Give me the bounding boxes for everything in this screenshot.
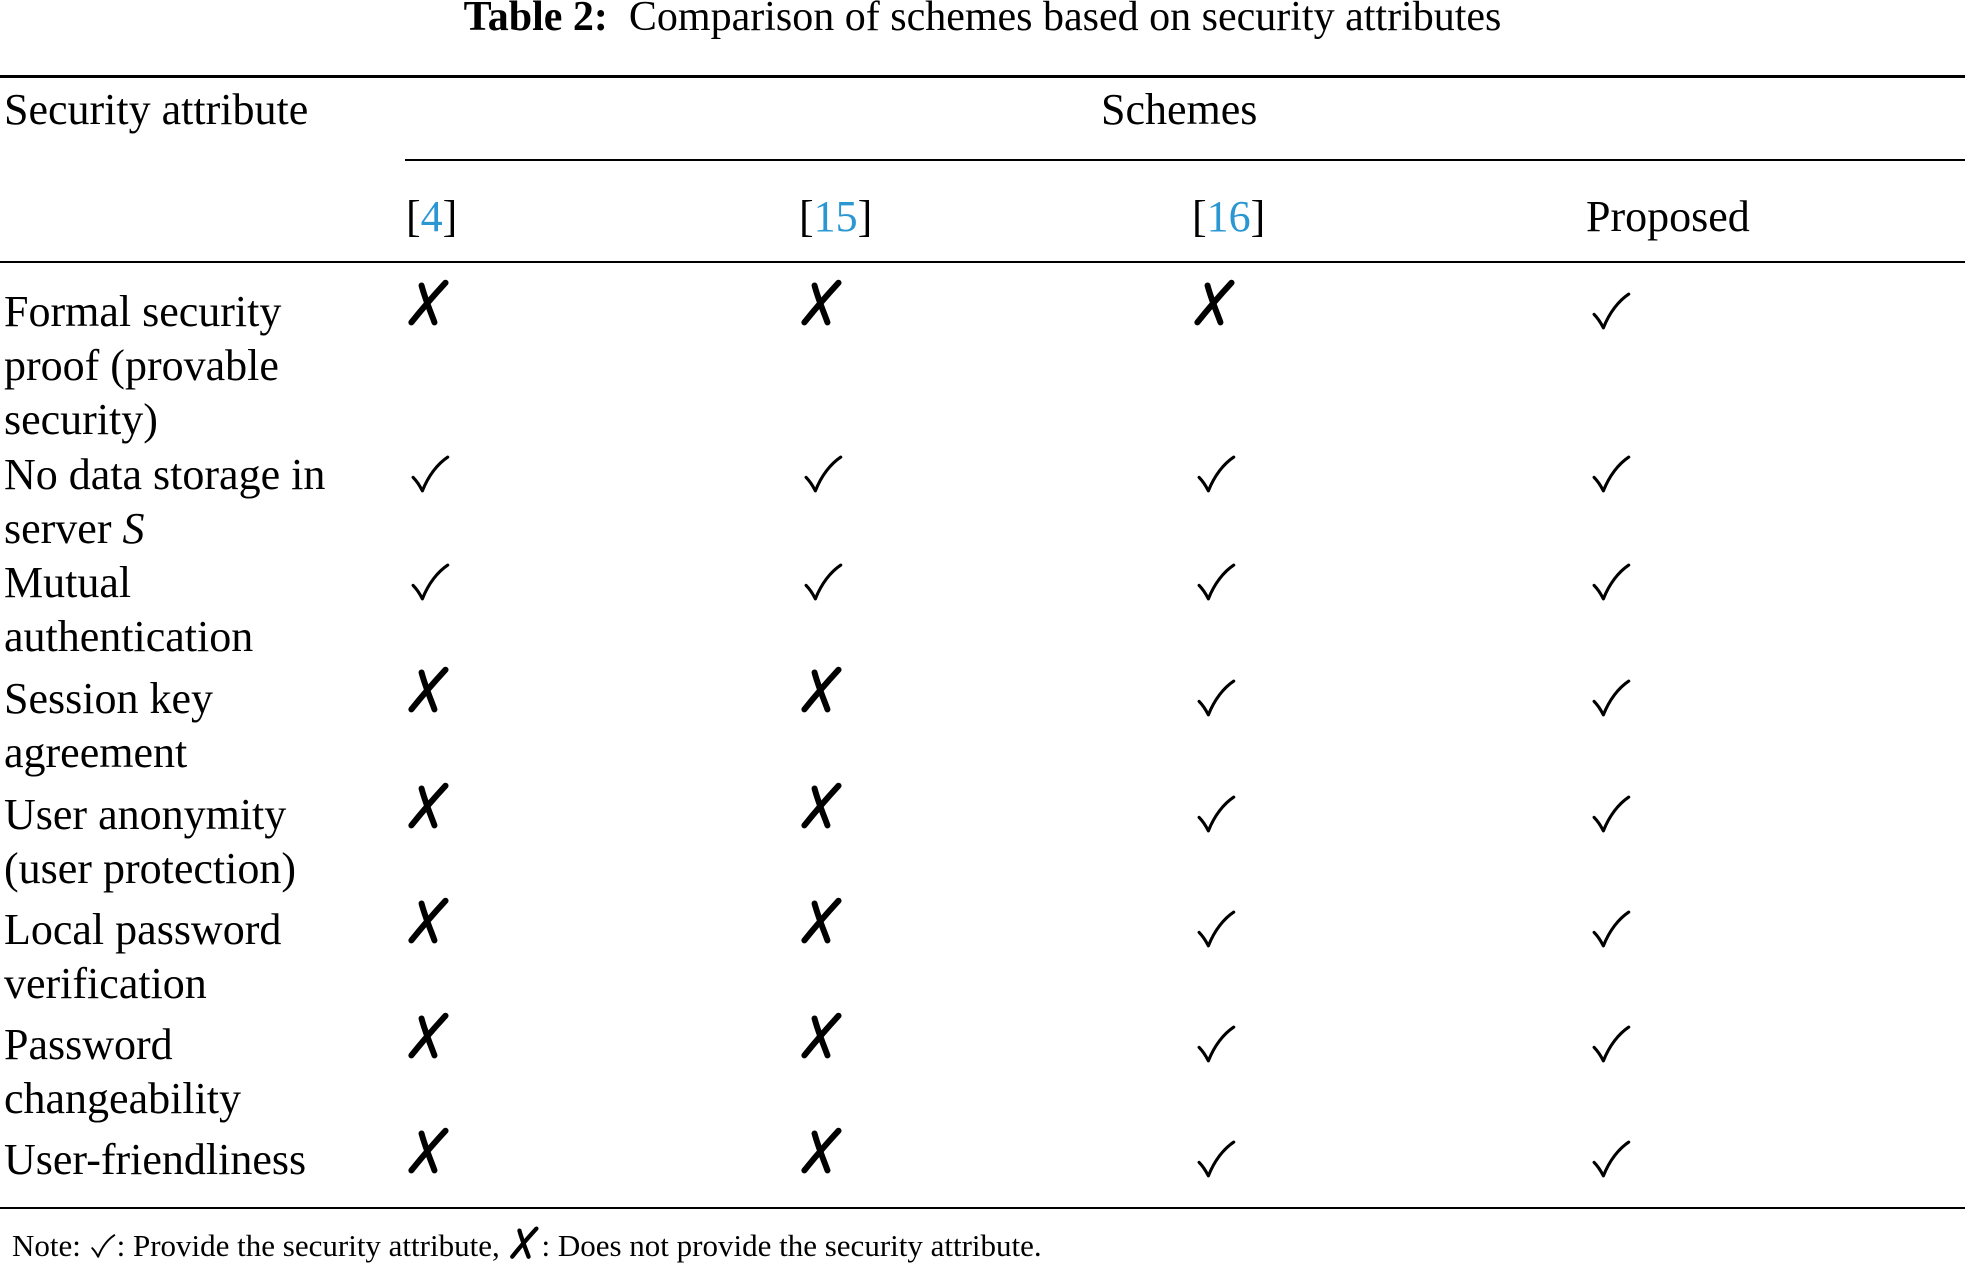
cross-mark-icon <box>797 1012 849 1064</box>
header-security-attribute: Security attribute <box>4 85 309 134</box>
row-attribute-label: Formal security proof (provable security) <box>4 287 282 444</box>
table-title: Comparison of schemes based on security attributes <box>628 0 1502 40</box>
cross-mark-icon <box>404 897 456 949</box>
cross-mark-icon <box>404 1127 456 1179</box>
cross-mark-icon <box>404 666 456 718</box>
citation-link[interactable]: 4 <box>420 192 443 241</box>
bottom-rule <box>0 1207 1965 1209</box>
check-mark-icon <box>1194 452 1246 504</box>
schemes-rule <box>405 159 1965 161</box>
check-mark-icon <box>1589 289 1641 341</box>
check-mark-icon <box>1194 792 1246 844</box>
row-attribute-label: Password changeability <box>4 1020 242 1123</box>
top-rule <box>0 75 1965 78</box>
cross-mark-icon <box>507 1228 541 1263</box>
check-mark-icon <box>89 1228 117 1263</box>
cross-mark-icon <box>1190 279 1242 331</box>
check-mark-icon <box>1194 1137 1246 1189</box>
check-mark-icon <box>1589 1137 1641 1189</box>
check-mark-icon <box>408 452 460 504</box>
header-schemes: Schemes <box>1101 85 1258 134</box>
row-attribute-label: Local password verification <box>4 905 282 1008</box>
check-mark-icon <box>801 452 853 504</box>
check-mark-icon <box>801 560 853 612</box>
cross-mark-icon <box>404 279 456 331</box>
row-attribute-label: Session key agreement <box>4 674 213 777</box>
check-mark-icon <box>1194 1022 1246 1074</box>
header-col-ref-4: [4] <box>406 192 458 241</box>
table-label: Table 2: <box>463 0 608 40</box>
cross-mark-icon <box>404 782 456 834</box>
table-caption <box>0 0 1965 40</box>
cross-mark-icon <box>797 279 849 331</box>
check-mark-icon <box>1589 1022 1641 1074</box>
cross-mark-icon <box>797 1127 849 1179</box>
cross-mark-icon <box>797 782 849 834</box>
citation-link[interactable]: 16 <box>1206 192 1251 241</box>
citation-link[interactable]: 15 <box>813 192 858 241</box>
check-mark-icon <box>1589 792 1641 844</box>
row-attribute-label: User anonymity (user protection) <box>4 790 296 893</box>
header-col-proposed: Proposed <box>1586 192 1750 241</box>
check-mark-icon <box>1194 676 1246 728</box>
check-mark-icon <box>1194 560 1246 612</box>
header-rule <box>0 261 1965 263</box>
cross-mark-icon <box>797 666 849 718</box>
check-mark-icon <box>1589 907 1641 959</box>
row-attribute-label: User-friendliness <box>4 1135 307 1184</box>
cross-mark-icon <box>797 897 849 949</box>
check-mark-icon <box>1589 676 1641 728</box>
cross-mark-icon <box>404 1012 456 1064</box>
row-attribute-label: No data storage in server S <box>4 450 326 553</box>
check-mark-icon <box>1589 452 1641 504</box>
row-attribute-label: Mutual authentication <box>4 558 254 661</box>
check-mark-icon <box>408 560 460 612</box>
check-mark-icon <box>1589 560 1641 612</box>
check-mark-icon <box>1194 907 1246 959</box>
header-col-ref-16: [16] <box>1192 192 1266 241</box>
table-note: Note: : Provide the security attribute, : Does not provide the security attribute. <box>12 1228 1042 1263</box>
header-col-ref-15: [15] <box>799 192 873 241</box>
